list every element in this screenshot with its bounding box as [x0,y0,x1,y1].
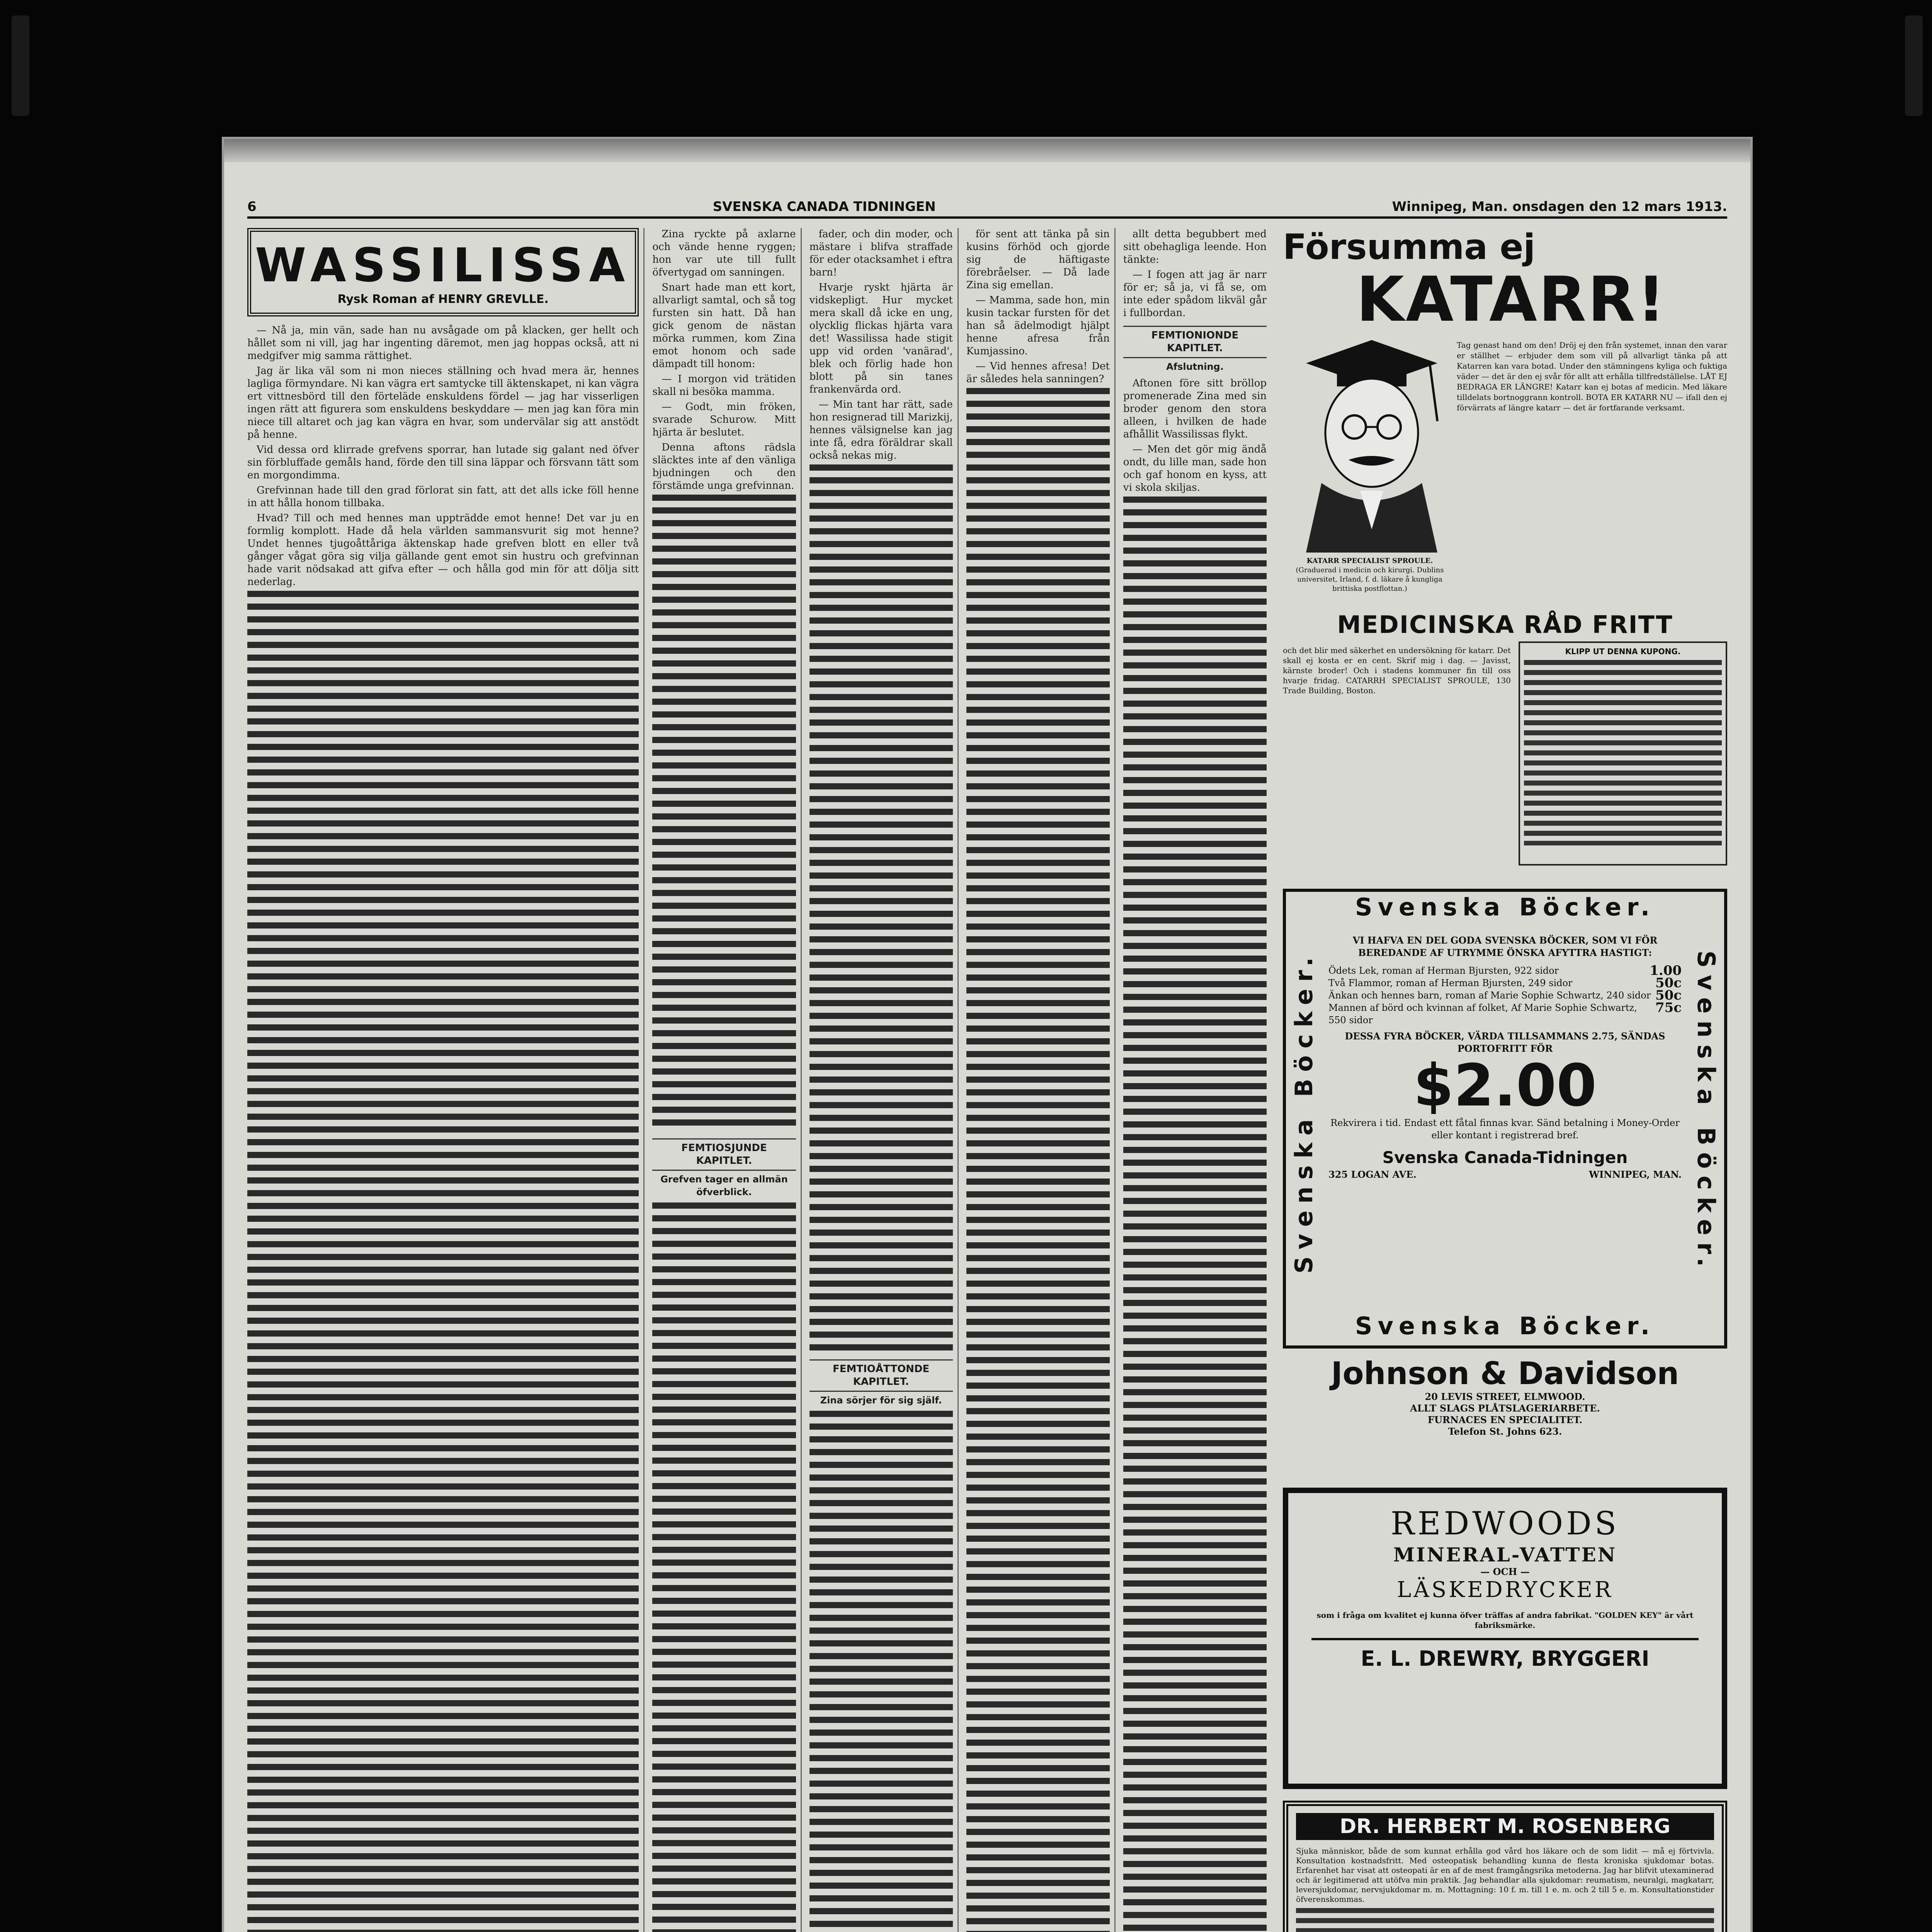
book-item [1328,977,1682,989]
caption-name: KATARR SPECIALIST SPROULE. [1306,557,1433,565]
books-title-bottom: Svenska Böcker. [1355,1312,1655,1340]
column-2 [652,228,801,1932]
books-side-text-right: Svenska Böcker. [1692,950,1720,1274]
chapter-subheading: Zina sörjer för sig själf. [820,1395,942,1406]
books-side-text-left: Svenska Böcker. [1290,950,1318,1274]
coupon-title: KLIPP UT DENNA KUPONG. [1565,647,1681,656]
chapter-heading: FEMTIOÅTTONDE KAPITLET. [810,1359,953,1392]
serial-title-box [247,228,639,316]
books-address [1328,1168,1682,1181]
book-name: Mannen af börd och kvinnan af folket, Af Marie Sophie Schwartz, 550 sidor [1328,1002,1637,1026]
doctor-body: Sjuka människor, både de som kunnat erhålla god vård hos läkare och de som lidit — må ej förtvivla. Konsultation kostnadsfritt. Med osteopatisk behandling kunna de flesta kroniska sjukdomar botas. Erfarenhet har visat att osteopati är en af de mest framgångsrika metoderna. Jag har blifvit utexaminerad och är legitimerad att utöfva min praktik. Jag behandlar alla sjukdomar: reumatism, neuralgi, magkatarr, leversjukdomar, nervsjukdomar m. m. Mottagning: 10 f. m. till 1 e. m. och 2 till 5 e. m. Konsultationstider öfverenskommas. [1296,1846,1714,1904]
paragraph: Vid dessa ord klirrade grefvens sporrar, han lutade sig galant ned öfver sin förbluffade gemåls hand, förde den till sina läppar och försvann tätt som en morgondimma. [247,444,639,481]
portrait-caption [1283,556,1457,594]
books-order-note: Rekvirera i tid. Endast ett fåtal finnas kvar. Sänd betalning i Money-Order eller kontant i registrerad bref. [1330,1117,1680,1141]
paragraph: Denna aftons rädsla släcktes inte af den vänliga bjudningen och den förstämde unga grefvinnan. [652,442,796,492]
paragraph: Aftonen före sitt bröllop promenerade Zina med sin broder genom den stora alleen, i hvilken de hade afhållit Wassilissas flykt. [1123,378,1267,440]
page-header [247,197,1727,219]
column-text-continuation [247,591,639,1932]
product-soft-drinks: LÄSKEDRYCKER [1397,1577,1613,1602]
johnson-davidson-ad [1283,1356,1727,1476]
books-title-top: Svenska Böcker. [1355,893,1655,921]
company-service: ALLT SLAGS PLÅTSLAGERIARBETE. [1410,1403,1600,1414]
serial-byline: Rysk Roman af HENRY GREVLLE. [337,293,549,306]
paragraph: — Vid hennes afresa! Det är således hela sanningen? [966,361,1110,385]
column-4 [966,228,1116,1932]
book-name: Änkan och hennes barn, roman af Marie Sophie Schwartz, 240 sidor [1328,990,1651,1001]
paragraph: Grefvinnan hade till den grad förlorat sin fatt, att det alls icke föll henne in att hålla honom tillbaka. [247,485,639,509]
advertisement-column [1283,228,1727,1932]
film-perforation [12,15,29,116]
coupon-question-lines [1524,660,1722,845]
newspaper-page [224,139,1750,1932]
connector-och: — OCH — [1480,1566,1530,1577]
column-text-continuation [652,1202,796,1932]
books-publisher: Svenska Canada-Tidningen [1382,1148,1628,1167]
paragraph: Zina ryckte på axlarne och vände henne ryggen; hon var ute till fullt öfvertygad om sanningen. [652,228,796,278]
brewery-name: E. L. DREWRY, BRYGGERI [1311,1638,1699,1671]
paragraph: Hvad? Till och med hennes man uppträdde emot henne! Det var ju en formlig komplott. Hade då hela världen sammansvurit sig mot henne? Undet hennes tjugoåttåriga äktenskap hade grefven blott en eller två gånger vågat göra sig vilja gällande gent emot sin hustru och grefvinnan hade varit nödsakad att gifva efter — och hålla god min för att dölja sitt nederlag. [247,512,639,588]
book-item [1328,1002,1682,1026]
chapter-subheading: Afslutning. [1166,361,1224,372]
book-name: Ödets Lek, roman af Herman Bjursten, 922 sidor [1328,965,1559,976]
books-bundle-text: DESSA FYRA BÖCKER, VÄRDA TILLSAMMANS 2.75, SÄNDAS PORTOFRITT FÖR [1345,1031,1665,1054]
caption-credentials: (Graduerad i medicin och kirurgi. Dublins universitet, Irland, f. d. läkare å kungliga brittiska postflottan.) [1296,566,1444,593]
bundle-price: $2.00 [1413,1052,1597,1119]
dateline: Winnipeg, Man. onsdagen den 12 mars 1913. [1392,199,1727,214]
books-city: WINNIPEG, MAN. [1589,1169,1682,1180]
katarr-ad [1283,228,1727,607]
medical-advice-ad [1283,611,1727,881]
paragraph: allt detta begubbert med sitt obehagliga leende. Hon tänkte: [1123,228,1267,265]
paragraph: Hvarje ryskt hjärta är vidskepligt. Hur mycket mera skall då icke en ung, olycklig flickas hjärta vara det! Wassilissa hade stigit upp vid orden 'vanärad', blek och förlig hade hon blott på sin tanes frankenvärda ord. [809,282,953,395]
company-name: Johnson & Davidson [1331,1355,1679,1391]
katarr-headline: Försumma ej [1283,227,1536,267]
column-text-continuation [810,464,953,1353]
paragraph: Snart hade man ett kort, allvarligt samtal, och så tog fursten sin hatt. Då han gick genom de nästan mörka rummen, kom Zina emot honom och sade dämpadt till honom: [652,282,796,370]
doctor-body-text [1296,1846,1714,1932]
redwoods-quality-text: som i fråga om kvalitet ej kunna öfver träffas af andra fabrikat. "GOLDEN KEY" är vårt fabriksmärke. [1316,1611,1694,1630]
katarr-body-text: Tag genast hand om den! Dröj ej den från systemet, innan den varar er ställhet — erbjuder dem som vill på allvarligt tänka på att Katarren kan vara botad. Under den stämningens kyliga och fuktiga väder — det är den ej svår för allt att erhålla tillfredställelse. LÅT EJ BEDRAGA ER LÄNGRE! Katarr kan ej botas af medicin. Med läkare tilldelats bortnoggrann kontroll. BOTA ER KATARR NU — ifall den ej förvärrats af längre katarr — det är fortfarande verksamt. [1457,340,1727,412]
chapter-subheading: Grefven tager en allmän öfverblick. [660,1174,788,1197]
books-intro: VI HAFVA EN DEL GODA SVENSKA BÖCKER, SOM VI FÖR BEREDANDE AF UTRYMME ÖNSKA AFYTTRA HASTIGT: [1352,935,1658,958]
film-perforation [1905,15,1923,116]
paragraph: för sent att tänka på sin kusins förhöd och gjorde sig de häftigaste förebråelser. — Då lade Zina sig emellan. [966,228,1110,291]
column-text-continuation [1123,497,1267,1932]
page-number: 6 [247,199,257,214]
column-text-continuation [652,495,796,1132]
redwoods-name: REDWOODS [1391,1505,1619,1542]
book-price: 50c [1655,975,1682,991]
book-list [1328,964,1682,1026]
paragraph: fader, och din moder, och mästare i blifva straffade för eder otacksamhet i eftra barn! [809,228,953,278]
company-street: 20 LEVIS STREET, ELMWOOD. [1425,1391,1585,1402]
doctor-text-continuation [1296,1908,1714,1932]
swedish-books-ad [1283,889,1727,1349]
doctor-rosenberg-ad [1283,1801,1727,1932]
medical-advice-body: och det blir med säkerhet en undersökning för katarr. Det skall ej kosta er en cent. Skrif mig i dag. — Javisst, kärnste broder! Och i stadens kommuner fin till oss hvarje fridag. CATARRH SPECIALIST SPROULE, 130 Trade Building, Boston. [1283,646,1511,695]
paragraph: — Nå ja, min vän, sade han nu avsågade om på klacken, ger hellt och hållet som ni vill, jag har ingenting däremot, men jag hoppas också, att ni medgifver mig samma rättighet. [247,325,639,362]
company-specialty: FURNACES EN SPECIALITET. [1427,1414,1583,1425]
medical-advice-title: MEDICINSKA RÅD FRITT [1337,611,1673,639]
book-name: Två Flammor, roman af Herman Bjursten, 249 sidor [1328,978,1573,988]
redwoods-ad [1283,1488,1727,1789]
book-price: 1.00 [1650,963,1682,978]
books-content [1328,934,1682,1181]
serial-columns [247,228,1271,1932]
column-5 [1123,228,1271,1932]
chapter-heading: FEMTIOSJUNDE KAPITLET. [652,1138,796,1171]
book-price: 50c [1655,988,1682,1003]
paragraph: — Men det gör mig ändå ondt, du lille man, sade hon och gaf honom en kyss, att vi skola skiljas. [1123,444,1267,493]
paragraph: — Mamma, sade hon, min kusin tackar fursten för det han så ädelmodigt hjälpt henne afresa från Kumjassino. [966,294,1110,357]
paragraph: — Godt, min fröken, svarade Schurow. Mitt hjärta är beslutet. [652,401,796,438]
specialist-portrait-illustration [1283,336,1449,553]
company-phone: Telefon St. Johns 623. [1448,1426,1562,1437]
column-1 [247,228,645,1932]
katarr-headline-big: KATARR! [1356,263,1667,335]
book-item [1328,964,1682,977]
column-3 [810,228,959,1932]
paper-name: SVENSKA CANADA TIDNINGEN [713,199,936,214]
chapter-heading: FEMTIONIONDE KAPITLET. [1123,326,1267,358]
product-mineral-water: MINERAL-VATTEN [1393,1543,1617,1566]
doctor-name: DR. HERBERT M. ROSENBERG [1296,1813,1714,1840]
book-item [1328,989,1682,1002]
serial-title: WASSILISSA [255,239,631,293]
books-street: 325 LOGAN AVE. [1328,1169,1417,1180]
column-text-continuation [966,388,1110,1932]
coupon-box [1519,641,1727,866]
column-text-continuation [810,1411,953,1932]
paragraph: Jag är lika väl som ni mon nieces ställning och hvad mera är, hennes lagliga förmyndare. Ni kan vägra ert samtycke till äktenskapet, ni kan vägra ert vittnesbörd till den förteläde enskuldens fördel — jag har visserligen ingen rätt att figurera som enskuldens beskyddare — men jag kan föra min niece till altaret och jag kan vägra en hvar, som undervälar sig att anstödt på henne. [247,365,639,440]
paragraph: — I fogen att jag är narr för er; så ja, vi få se, om inte eder spådom likväl går i fullbordan. [1123,269,1267,319]
book-price: 75c [1655,1000,1682,1015]
paragraph: — I morgon vid trätiden skall ni besöka mamma. [652,373,796,398]
paragraph: — Min tant har rätt, sade hon resignerad till Marizkij, hennes välsignelse kan jag inte få, edra föräldrar skall också nekas mig. [809,399,953,461]
